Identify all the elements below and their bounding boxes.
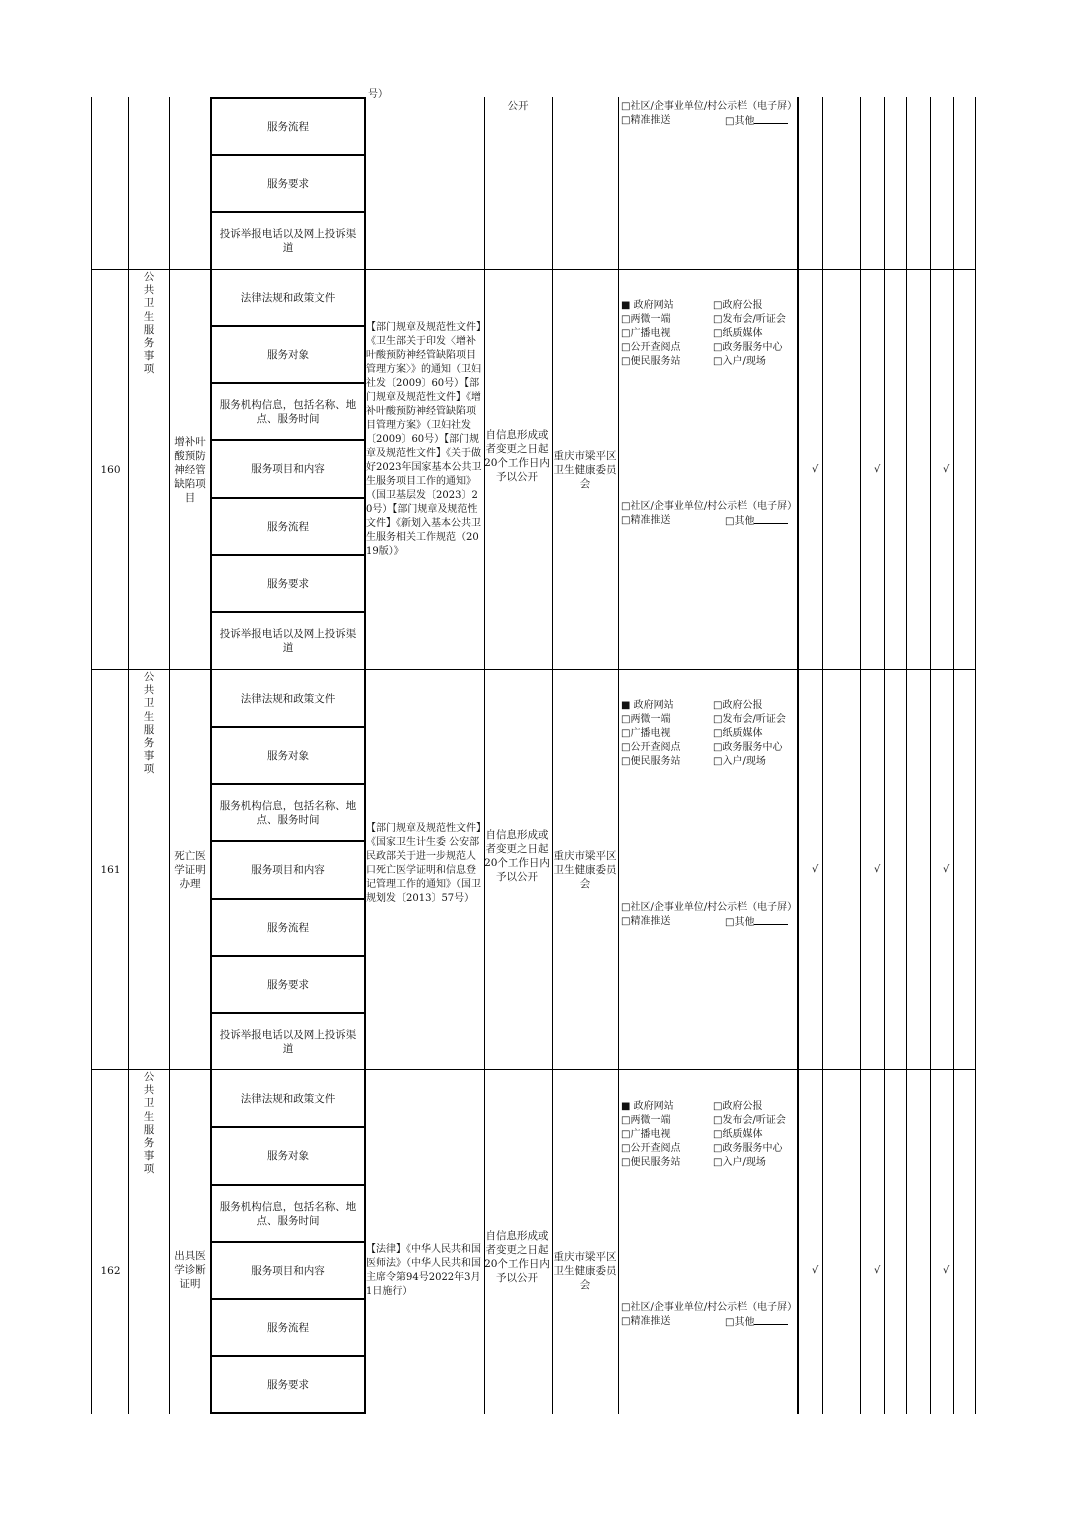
item-service-targets: 服务对象 — [267, 1150, 309, 1162]
row-category: 公共卫生服务事项 — [143, 271, 155, 376]
disclosure-body: 重庆市梁平区卫生健康委员会 — [553, 450, 617, 490]
item-service-requirements: 服务要求 — [267, 1378, 309, 1391]
check-mark: √ — [874, 464, 881, 475]
item-service-content: 服务项目和内容 — [251, 463, 325, 475]
disclosure-body: 重庆市梁平区卫生健康委员会 — [553, 850, 617, 890]
item-service-process: 服务流程 — [267, 1321, 309, 1334]
legal-basis: 【部门规章及规范性文件】《卫生部关于印发〈增补叶酸预防神经管缺陷项目管理方案〉》的通知（卫妇社发〔2009〕60号）【部门规章及规范性文件】《增补叶酸预防神经管缺陷项目管理方案》（卫妇社发〔2009〕60号）【部门规章及规范性文件】《关于做好2023年国家基本公共卫生服务项目工作的通知》（国卫基层发〔2023〕20号）【部门规章及规范性文件】《新划入基本公共卫生服务相关工作规范（2019版）》 — [366, 322, 482, 557]
item-service-process: 服务流程 — [267, 520, 309, 533]
disclosure-time: 自信息形成或者变更之日起20个工作日内予以公开 — [484, 429, 550, 483]
row-index: 161 — [100, 864, 121, 876]
item-service-requirements: 服务要求 — [267, 577, 309, 590]
disclosure-time: 自信息形成或者变更之日起20个工作日内予以公开 — [484, 829, 550, 883]
legal-basis: 【法律】《中华人民共和国医师法》（中华人民共和国主席令第94号2022年3月1日施行） — [366, 1244, 481, 1297]
item-laws-policies: 法律法规和政策文件 — [240, 291, 336, 304]
check-mark: √ — [874, 1265, 881, 1276]
item-service-process: 服务流程 — [267, 120, 309, 133]
disclosure-time-tail: 公开 — [507, 100, 529, 112]
channels-top: ■ 政府网站 □政府公报 □两微一端 □发布会/听证会 □广播电视 □纸质媒体 □公开查阅点 □政务服务中心 □便民服务站 □入户/现场 — [621, 700, 786, 767]
row-index: 160 — [100, 464, 121, 476]
channels-top: ■ 政府网站 □政府公报 □两微一端 □发布会/听证会 □广播电视 □纸质媒体 □公开查阅点 □政务服务中心 □便民服务站 □入户/现场 — [621, 300, 786, 367]
item-agency-info: 服务机构信息，包括名称、地点、服务时间 — [219, 1200, 357, 1227]
item-complaint-channels: 投诉举报电话以及网上投诉渠道 — [219, 228, 357, 254]
check-mark: √ — [943, 464, 950, 475]
item-laws-policies: 法律法规和政策文件 — [240, 692, 336, 705]
item-service-requirements: 服务要求 — [267, 177, 309, 190]
item-agency-info: 服务机构信息，包括名称、地点、服务时间 — [219, 398, 357, 425]
item-agency-info: 服务机构信息，包括名称、地点、服务时间 — [219, 799, 357, 826]
legal-basis: 【部门规章及规范性文件】《国家卫生计生委 公安部民政部关于进一步规范人口死亡医学证明和信息登记管理工作的通知》（国卫规划发〔2013〕57号） — [366, 823, 481, 904]
channels-bottom-prev: □社区/企事业单位/村公示栏（电子屏） □精准推送 □其他 — [621, 101, 798, 127]
check-mark: √ — [812, 864, 819, 875]
channels-bottom: □社区/企事业单位/村公示栏（电子屏） □精准推送 □其他 — [621, 902, 798, 928]
check-mark: √ — [812, 1265, 819, 1276]
row-name: 增补叶酸预防神经管缺陷项目 — [174, 436, 206, 504]
row-name: 死亡医学证明办理 — [174, 850, 206, 890]
check-mark: √ — [874, 864, 881, 875]
item-service-targets: 服务对象 — [267, 348, 309, 361]
disclosure-body: 重庆市梁平区卫生健康委员会 — [553, 1251, 617, 1291]
check-mark: √ — [943, 1265, 950, 1276]
check-mark: √ — [943, 864, 950, 875]
item-service-process: 服务流程 — [267, 921, 309, 934]
item-laws-policies: 法律法规和政策文件 — [240, 1092, 336, 1105]
row-category: 公共卫生服务事项 — [143, 1071, 155, 1176]
disclosure-time: 自信息形成或者变更之日起20个工作日内予以公开 — [484, 1230, 550, 1284]
channels-bottom: □社区/企事业单位/村公示栏（电子屏） □精准推送 □其他 — [621, 501, 798, 527]
item-service-requirements: 服务要求 — [267, 978, 309, 991]
row-index: 162 — [100, 1265, 121, 1277]
item-service-content: 服务项目和内容 — [251, 864, 325, 876]
channels-bottom: □社区/企事业单位/村公示栏（电子屏） □精准推送 □其他 — [621, 1302, 798, 1328]
row-name: 出具医学诊断证明 — [174, 1250, 206, 1290]
row-category: 公共卫生服务事项 — [143, 671, 155, 776]
legal-basis-tail: 号） — [368, 89, 388, 100]
channels-top: ■ 政府网站 □政府公报 □两微一端 □发布会/听证会 □广播电视 □纸质媒体 □公开查阅点 □政务服务中心 □便民服务站 □入户/现场 — [621, 1101, 786, 1168]
item-service-content: 服务项目和内容 — [251, 1264, 325, 1277]
item-complaint-channels: 投诉举报电话以及网上投诉渠道 — [219, 1028, 357, 1055]
item-service-targets: 服务对象 — [267, 749, 309, 762]
item-complaint-channels: 投诉举报电话以及网上投诉渠道 — [219, 628, 357, 654]
check-mark: √ — [812, 464, 819, 475]
